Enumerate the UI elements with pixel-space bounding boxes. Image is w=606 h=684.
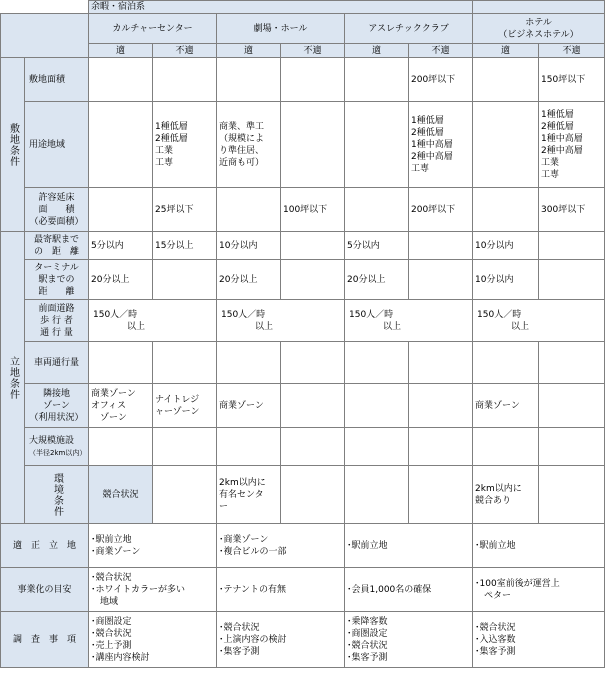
cell [281,260,345,300]
unsuit-header: 不適 [153,44,217,58]
zone-item: 1種低層 [155,121,188,132]
zone-item: 2種中高層 [411,151,453,162]
cell [153,466,217,524]
list-item: ･集客予測 [219,646,260,657]
pedestrian-value-suffix: 以上 [511,321,530,332]
cell: 200坪以下 [409,188,473,232]
cell [409,232,473,260]
cell [409,102,473,188]
cell: 15分以上 [153,232,217,260]
competition-line: 2km以内に [475,483,522,494]
row-label-proper-site: 適 正 立 地 [1,524,89,568]
unsuit-header: 不適 [409,44,473,58]
list-item: 地域 [91,596,119,607]
zone-item: 2種低層 [411,127,444,138]
cell [539,232,605,260]
cell [281,384,345,428]
list-item: ･商圏設定 [91,616,132,627]
zone-item: ャーゾーン [155,406,200,417]
cell [89,524,217,568]
competition-line: ー [219,501,229,512]
cell: 200坪以下 [409,58,473,102]
competition-line: 競合あり [475,495,512,506]
cell [539,102,605,188]
cell: 5分以内 [89,232,153,260]
header-corner [1,14,89,58]
cell [539,342,605,384]
cell [473,428,539,466]
cell [345,188,409,232]
cell [409,466,473,524]
label-line: （利用状況） [29,412,84,423]
cell [89,428,153,466]
pedestrian-value: 150人／時 [477,309,522,320]
cell: 20分以上 [345,260,409,300]
cell [153,102,217,188]
row-label-terminal-distance [25,260,89,300]
cell: 20分以上 [89,260,153,300]
label-line: 最寄駅まで [33,234,79,245]
zone-item: 商業ゾーン [475,400,520,411]
cell [217,102,281,188]
zone-item: り準住居、 [219,145,265,156]
facility-subname: （ビジネスホテル） [498,29,579,40]
cell [281,466,345,524]
row-label-adjacent-zone [25,384,89,428]
cell: 150坪以下 [539,58,605,102]
pedestrian-value-suffix: 以上 [255,321,274,332]
zone-item: ナイトレジ [155,394,200,405]
cell [217,300,345,342]
label-line: ターミナル [34,262,79,273]
row-label-zoning: 用途地域 [25,102,89,188]
cell [345,612,473,668]
zone-item: 工専 [411,163,430,174]
row-label-site-area: 敷地面積 [25,58,89,102]
zone-item: 2種中高層 [541,145,583,156]
pedestrian-value: 150人／時 [221,309,266,320]
cell [217,466,281,524]
list-item: ･競合状況 [347,640,388,651]
cell [473,568,605,612]
cell [345,524,473,568]
facility-name: ホテル [525,17,552,28]
cell [89,342,153,384]
zone-item: 商業ゾーン [91,388,136,399]
zone-item: 2種低層 [155,133,188,144]
list-item: ･競合状況 [219,622,260,633]
unsuit-header: 不適 [539,44,605,58]
zone-item: 工専 [541,169,560,180]
cell [345,466,409,524]
zone-item: 商業、準工 [219,121,265,132]
list-item: ･商圏設定 [347,628,388,639]
cell: 300坪以下 [539,188,605,232]
list-item: ･100室前後が運営上 [475,578,560,589]
row-label-station-distance [25,232,89,260]
zone-item: ゾーン [91,412,127,423]
list-item: ･駅前立地 [91,534,132,545]
row-label-floor-area [25,188,89,232]
cell [217,568,345,612]
pedestrian-value: 150人／時 [349,309,394,320]
label-line: 歩 行 者 [40,315,73,326]
list-item: ･乗降客数 [347,616,388,627]
competition-line: 2km以内に [219,477,266,488]
cell [409,384,473,428]
cell [217,58,281,102]
list-item: ･競合状況 [91,628,132,639]
cell [539,384,605,428]
cell [89,384,153,428]
label-line: （必要面積） [29,216,84,227]
cell [345,568,473,612]
cell [473,524,605,568]
list-item: ･競合状況 [475,622,516,633]
cell [89,58,153,102]
row-label-competition: 競合状況 [89,466,153,524]
cell [89,188,153,232]
label-line: の 距 離 [33,246,79,257]
zone-item: 1種低層 [411,115,444,126]
cell [217,524,345,568]
category-environment: 環境条件 [25,466,89,524]
cell [217,188,281,232]
facility-header: アスレチッククラブ [345,14,473,44]
cell: 25坪以下 [153,188,217,232]
list-item: ･上演内容の検討 [219,634,287,645]
list-item: ･複合ビルの一部 [219,546,287,557]
row-label-large-facility [25,428,89,466]
zone-item: （規模によ [219,133,265,144]
zone-item: 1種中高層 [411,139,453,150]
cell [153,260,217,300]
label-line: 距 離 [38,286,75,297]
cell [539,428,605,466]
cell [89,102,153,188]
list-item: ･入込客数 [475,634,516,645]
cell: 10分以内 [473,260,539,300]
facility-header: 劇場・ホール [217,14,345,44]
cell [217,342,281,384]
cell [153,384,217,428]
label-line: 大規模施設 [29,435,75,446]
zone-item: 工専 [155,157,174,168]
zone-item: 1種低層 [541,109,574,120]
cell [473,102,539,188]
suit-header: 適 [345,44,409,58]
label-line: 隣接地 [42,388,70,399]
cell [473,188,539,232]
category-location: 立地条件 [1,232,25,524]
cell [153,342,217,384]
list-item: ･駅前立地 [475,540,516,551]
blank-corner [1,1,89,14]
label-line: 駅までの [38,274,75,285]
unsuit-header: 不適 [281,44,345,58]
cell [345,300,473,342]
cell [345,58,409,102]
suit-header: 適 [473,44,539,58]
row-label-target: 事業化の目安 [1,568,89,612]
cell [473,384,539,428]
category-site: 敷地条件 [1,58,25,232]
facility-header [473,14,605,44]
cell [281,58,345,102]
zone-item: 商業ゾーン [219,400,264,411]
cell [345,342,409,384]
cell [217,428,281,466]
cell [281,428,345,466]
label-line: 許容延床 [38,192,75,203]
cell [89,568,217,612]
cell [345,384,409,428]
list-item: ･競合状況 [91,572,132,583]
zone-item: 1種中高層 [541,133,583,144]
list-item: ･講座内容検討 [91,652,150,663]
pedestrian-value: 150人／時 [93,309,138,320]
label-line: ゾーン [43,400,70,411]
cell [473,58,539,102]
list-item: ペター [475,590,512,601]
list-item: ･集客予測 [347,652,388,663]
row-label-vehicle: 車両通行量 [25,342,89,384]
label-line: 面 積 [38,204,75,215]
facility-header: カルチャーセンター [89,14,217,44]
label-line: 前面道路 [38,303,75,314]
suit-header: 適 [217,44,281,58]
cell [345,102,409,188]
list-item: ･会員1,000名の確保 [347,584,432,595]
list-item: ･商業ゾーン [91,546,141,557]
cell [153,58,217,102]
list-item: ･テナントの有無 [219,584,287,595]
cell [473,466,539,524]
cell [473,342,539,384]
pedestrian-value-suffix: 以上 [383,321,402,332]
row-label-survey: 調 査 事 項 [1,612,89,668]
cell [281,102,345,188]
cell [473,612,605,668]
cell [409,342,473,384]
cell [89,300,217,342]
cell [539,466,605,524]
list-item: ･駅前立地 [347,540,388,551]
cell [89,612,217,668]
group-title-extension [473,1,605,14]
zone-item: オフィス [91,400,127,411]
cell [281,232,345,260]
cell [281,342,345,384]
zone-item: 工業 [155,145,174,156]
list-item: ･ホワイトカラーが多い [91,584,185,595]
row-label-pedestrian [25,300,89,342]
list-item: ･売上予測 [91,640,132,651]
cell [153,428,217,466]
cell [473,300,605,342]
cell [409,260,473,300]
suit-header: 適 [89,44,153,58]
zone-item: 近商も可） [219,157,265,168]
cell: 100坪以下 [281,188,345,232]
list-item: ･商業ゾーン [219,534,269,545]
zone-item: 工業 [541,157,560,168]
cell [539,260,605,300]
list-item: ･集客予測 [475,646,516,657]
label-subline: （半径2km以内） [29,448,87,457]
group-title: 余暇・宿泊系 [89,1,473,14]
cell [217,384,281,428]
pedestrian-value-suffix: 以上 [127,321,146,332]
cell: 5分以内 [345,232,409,260]
zone-item: 2種低層 [541,121,574,132]
label-line: 通 行 量 [40,327,73,338]
cell [409,428,473,466]
cell: 10分以内 [217,232,281,260]
cell [345,428,409,466]
cell: 10分以内 [473,232,539,260]
cell [217,612,345,668]
cell: 20分以上 [217,260,281,300]
competition-line: 有名センタ [219,489,264,500]
